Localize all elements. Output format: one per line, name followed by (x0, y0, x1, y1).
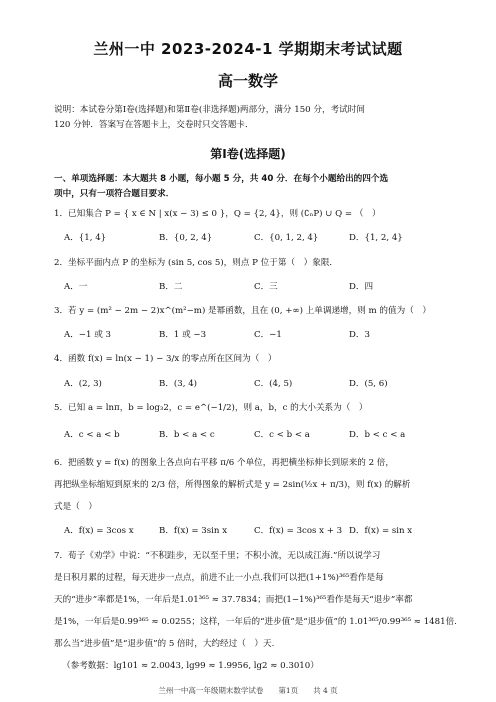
option-c: C．(4, 5) (254, 379, 293, 389)
option-d: D．f(x) = sin x (349, 526, 413, 536)
instructions (54, 103, 448, 133)
instructions-line-1: 说明：本试卷分第Ⅰ卷(选择题)和第Ⅱ卷(非选择题)两部分，满分 150 分，考试时间 (54, 105, 365, 115)
option-a: A．(2, 3) (64, 379, 102, 389)
question-5-stem: 5．已知 a = lnπ，b = log₃2，c = e^(−1/2)，则 a，b，c 的大小关系为（ ） (54, 403, 368, 413)
option-c: C．f(x) = 3cos x + 3 (254, 526, 343, 536)
exam-title: 兰州一中 2023-2024-1 学期期末考试试题 (93, 40, 403, 58)
instructions-line-2: 120 分钟．答案写在答题卡上，交卷时只交答题卡． (54, 120, 254, 130)
question-7-stem (54, 545, 457, 677)
option-b: B．{0, 2, 4} (159, 233, 213, 243)
option-b: B．b < a < c (159, 430, 215, 440)
question-7-reference-data: （参考数据：lg101 ≈ 2.0043, lg99 ≈ 1.9956, lg2 ≈ 0.3010） (62, 661, 319, 671)
option-c: C．{0, 1, 2, 4} (254, 233, 319, 243)
question-6-options (64, 524, 450, 539)
question-1-stem: 1．已知集合 P = { x ∈ N | x(x − 3) ≤ 0 }，Q = {2, 4}，则 (∁ₙP) ∪ Q = （ ） (54, 209, 381, 219)
option-c: C．c < b < a (254, 430, 310, 440)
part-heading-line-2: 项中，只有一项符合题目要求． (54, 189, 175, 199)
option-c: C．−1 (254, 330, 282, 340)
question-2-stem: 2．坐标平面内点 P 的坐标为 (sin 5, cos 5)，则点 P 位于第（ ）象限． (54, 258, 339, 268)
question-1-options (64, 231, 450, 246)
option-a: A．一 (64, 282, 88, 292)
question-7-line-2: 是日积月累的过程，每天进步一点点，前进不止一小点.我们可以把(1+1%)³⁶⁵看作是每 (54, 573, 384, 583)
question-6-line-3: 式是（ ） (54, 502, 97, 512)
option-b: B．(3, 4) (159, 379, 198, 389)
question-4-stem: 4．函数 f(x) = ln(x − 1) − 3/x 的零点所在区间为（ ） (54, 354, 277, 364)
question-4-options (64, 377, 450, 392)
option-a: A．−1 或 3 (64, 330, 111, 340)
question-7-line-3: 天的“进步”率都是1%，一年后是1.01³⁶⁵ ≈ 37.7834；而把(1−1%)³⁶⁵看作是每天“退步”率都 (54, 595, 413, 605)
part-heading (54, 172, 448, 202)
option-d: D．3 (349, 330, 370, 340)
question-7-line-4: 是1%，一年后是0.99³⁶⁵ ≈ 0.0255；这样，一年后的“进步值”是“退步值”的 1.01³⁶⁵/0.99³⁶⁵ ≈ 1481倍. (54, 617, 457, 627)
question-6-stem (54, 452, 450, 518)
page-footer: 兰州一中高一年级期末数学试卷 第1页 共 4 页 (158, 686, 338, 695)
option-b: B．二 (159, 282, 183, 292)
question-7-line-1: 7．荀子《劝学》中说：“不积跬步，无以至千里；不积小流，无以成江海.”所以说学习 (54, 551, 381, 561)
question-6-line-1: 6．把函数 y = f(x) 的图象上各点向右平移 π/6 个单位，再把横坐标伸长到原来的 2 倍， (54, 458, 394, 468)
section-title: 第Ⅰ卷(选择题) (210, 147, 286, 161)
question-3-stem: 3．若 y = (m² − 2m − 2)x^(m²−m) 是幂函数，且在 (0, +∞) 上单调递增，则 m 的值为（ ） (54, 306, 431, 316)
question-6-line-2: 再把纵坐标缩短到原来的 2/3 倍，所得图象的解析式是 y = 2sin(½x + π/3)，则 f(x) 的解析 (54, 480, 411, 490)
option-d: D．b < c < a (349, 430, 406, 440)
option-c: C．三 (254, 282, 278, 292)
question-5-options (64, 428, 450, 443)
option-b: B．f(x) = 3sin x (159, 526, 228, 536)
option-a: A．{1, 4} (64, 233, 107, 243)
part-heading-line-1: 一、单项选择题：本大题共 8 小题，每小题 5 分，共 40 分．在每个小题给出的四个选 (54, 174, 389, 184)
exam-subject: 高一数学 (217, 72, 278, 90)
question-2-options (64, 280, 450, 295)
option-d: D．四 (349, 282, 374, 292)
option-d: D．(5, 6) (349, 379, 388, 389)
option-d: D．{1, 2, 4} (349, 233, 403, 243)
option-a: A．f(x) = 3cos x (64, 526, 134, 536)
question-7-line-5: 那么当“进步值”是“退步值”的 5 倍时，大约经过（ ）天. (54, 639, 275, 649)
option-a: A．c < a < b (64, 430, 120, 440)
question-3-options (64, 328, 450, 343)
option-b: B．1 或 −3 (159, 330, 207, 340)
